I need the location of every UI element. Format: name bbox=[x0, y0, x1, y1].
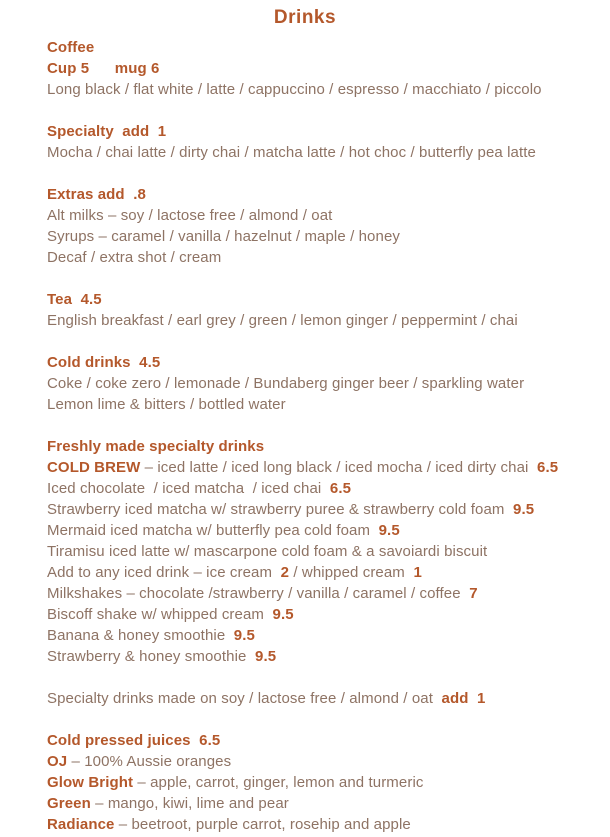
menu-line-text: Milkshakes – chocolate /strawberry / vanilla / caramel / coffee bbox=[47, 585, 470, 602]
price: 6.5 bbox=[329, 480, 352, 497]
extras-syrups bbox=[47, 226, 594, 247]
menu-line-text: Mocha / chai latte / dirty chai / matcha latte / hot choc / butterfly pea latte bbox=[47, 144, 536, 161]
menu-line-text: Mermaid iced matcha w/ butterfly pea cold foam bbox=[47, 522, 379, 539]
strawberry-iced-matcha-line bbox=[47, 499, 594, 520]
section-heading: Extras add .8 bbox=[47, 186, 146, 203]
section-alt-milk-note bbox=[47, 688, 594, 709]
specialty-varieties bbox=[47, 142, 594, 163]
section-heading: Cold pressed juices 6.5 bbox=[47, 732, 221, 749]
extras-alt-milks bbox=[47, 205, 594, 226]
menu-line-text: Add to any iced drink – ice cream bbox=[47, 564, 281, 581]
menu-line-text: Strawberry & honey smoothie bbox=[47, 648, 255, 665]
menu-line-text: Iced chocolate / iced matcha / iced chai bbox=[47, 480, 330, 497]
section-tea bbox=[47, 289, 594, 331]
strawberry-smoothie-line bbox=[47, 646, 594, 667]
section-coffee bbox=[47, 37, 594, 100]
section-heading: Coffee bbox=[47, 39, 95, 56]
alt-milk-note-line bbox=[47, 688, 594, 709]
menu-line-text: Strawberry iced matcha w/ strawberry puree & strawberry cold foam bbox=[47, 501, 514, 518]
item-name: OJ bbox=[47, 753, 68, 770]
section-heading: Freshly made specialty drinks bbox=[47, 438, 265, 455]
extras-decaf bbox=[47, 247, 594, 268]
menu-line-text: Biscoff shake w/ whipped cream bbox=[47, 606, 273, 623]
tea-varieties bbox=[47, 310, 594, 331]
item-name: Green bbox=[47, 795, 91, 812]
tea-heading bbox=[47, 289, 594, 310]
section-specialty bbox=[47, 121, 594, 163]
freshly-made-heading bbox=[47, 436, 594, 457]
price: 6.5 bbox=[537, 459, 559, 476]
juices-heading bbox=[47, 730, 594, 751]
cold-drinks-sodas bbox=[47, 373, 594, 394]
price: 7 bbox=[469, 585, 478, 602]
item-name: Glow Bright bbox=[47, 774, 134, 791]
menu-line-text: Syrups – caramel / vanilla / hazelnut / maple / honey bbox=[47, 228, 400, 245]
cold-brew-line bbox=[47, 457, 594, 478]
price: 9.5 bbox=[233, 627, 255, 644]
page-title: Drinks bbox=[273, 7, 337, 28]
iced-chocolate-line bbox=[47, 478, 594, 499]
milkshakes-line bbox=[47, 583, 594, 604]
menu-line-text: English breakfast / earl grey / green / lemon ginger / peppermint / chai bbox=[47, 312, 518, 329]
juice-green-line bbox=[47, 793, 594, 814]
menu-line-text: Long black / flat white / latte / cappuccino / espresso / macchiato / piccolo bbox=[47, 81, 542, 98]
juice-glow-bright-line bbox=[47, 772, 594, 793]
price: 2 bbox=[280, 564, 290, 581]
menu-line-text: – 100% Aussie oranges bbox=[67, 753, 232, 770]
menu-body bbox=[0, 37, 610, 835]
price: 9.5 bbox=[255, 648, 277, 665]
section-extras bbox=[47, 184, 594, 268]
juice-radiance-line bbox=[47, 814, 594, 835]
menu-line-text: Coke / coke zero / lemonade / Bundaberg ginger beer / sparkling water bbox=[47, 375, 525, 392]
size-prices: Cup 5 mug 6 bbox=[47, 60, 160, 77]
price: add 1 bbox=[441, 690, 486, 707]
menu-line-text: – iced latte / iced long black / iced mocha / iced dirty chai bbox=[140, 459, 537, 476]
banana-smoothie-line bbox=[47, 625, 594, 646]
section-cold-drinks bbox=[47, 352, 594, 415]
biscoff-shake-line bbox=[47, 604, 594, 625]
menu-line-text: – apple, carrot, ginger, lemon and turmeric bbox=[133, 774, 424, 791]
mermaid-iced-matcha-line bbox=[47, 520, 594, 541]
extras-heading bbox=[47, 184, 594, 205]
item-name: COLD BREW bbox=[47, 459, 141, 476]
price: 9.5 bbox=[513, 501, 535, 518]
menu-line-text: Tiramisu iced latte w/ mascarpone cold foam & a savoiardi biscuit bbox=[47, 543, 488, 560]
section-heading: Specialty add 1 bbox=[47, 123, 167, 140]
section-juices bbox=[47, 730, 594, 835]
coffee-heading bbox=[47, 37, 594, 58]
price: 9.5 bbox=[272, 606, 294, 623]
coffee-sizes bbox=[47, 58, 594, 79]
price: 1 bbox=[413, 564, 422, 581]
cold-drinks-heading bbox=[47, 352, 594, 373]
menu-line-text: Alt milks – soy / lactose free / almond / oat bbox=[47, 207, 333, 224]
cold-drinks-others bbox=[47, 394, 594, 415]
menu-line-text: – mango, kiwi, lime and pear bbox=[90, 795, 289, 812]
section-heading: Tea 4.5 bbox=[47, 291, 102, 308]
price: 9.5 bbox=[378, 522, 400, 539]
menu-line-text: Specialty drinks made on soy / lactose free / almond / oat bbox=[47, 690, 442, 707]
menu-line-text: Banana & honey smoothie bbox=[47, 627, 234, 644]
item-name: Radiance bbox=[47, 816, 115, 833]
tiramisu-iced-latte-line bbox=[47, 541, 594, 562]
menu-line-text: Decaf / extra shot / cream bbox=[47, 249, 222, 266]
coffee-varieties bbox=[47, 79, 594, 100]
menu-line-text: Lemon lime & bitters / bottled water bbox=[47, 396, 286, 413]
section-heading: Cold drinks 4.5 bbox=[47, 354, 161, 371]
menu-line-text: / whipped cream bbox=[289, 564, 414, 581]
specialty-heading bbox=[47, 121, 594, 142]
section-freshly-made bbox=[47, 436, 594, 667]
juice-oj-line bbox=[47, 751, 594, 772]
menu-line-text: – beetroot, purple carrot, rosehip and apple bbox=[114, 816, 411, 833]
add-to-iced-drink-line bbox=[47, 562, 594, 583]
